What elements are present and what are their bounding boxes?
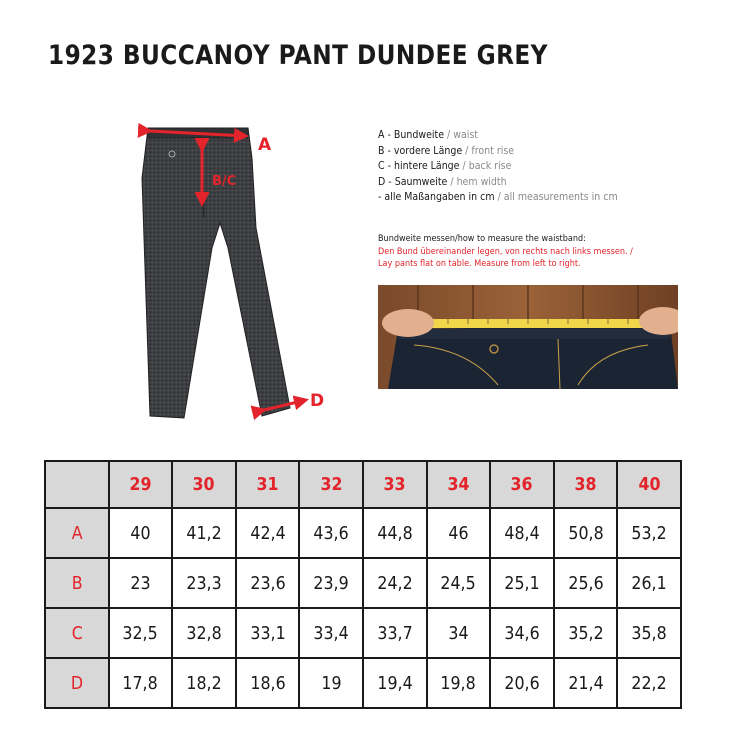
table-cell: 23,9 — [299, 558, 363, 608]
legend-item: A - Bundweite / waist — [378, 129, 479, 141]
size-header-row — [45, 461, 681, 508]
table-cell: 46 — [427, 508, 491, 558]
table-cell: 32,8 — [172, 608, 236, 658]
pants-illustration — [120, 118, 350, 428]
howto-line-de: Den Bund übereinander legen, von rechts nach links messen. / — [378, 246, 633, 257]
table-cell: 23,3 — [172, 558, 236, 608]
measuring-photo — [378, 285, 678, 389]
legend-item: B - vordere Länge / front rise — [378, 144, 515, 157]
table-cell: 42,4 — [236, 508, 300, 558]
table-cell: 17,8 — [109, 658, 173, 708]
legend-item: D - Saumweite / hem width — [378, 175, 507, 188]
table-cell: 24,2 — [363, 558, 427, 608]
howto-heading: Bundweite messen/how to measure the waistband: — [378, 234, 586, 244]
table-cell: 19,8 — [427, 658, 491, 708]
table-cell: 20,6 — [490, 658, 554, 708]
table-cell: 33,1 — [236, 608, 300, 658]
table-cell: 43,6 — [299, 508, 363, 558]
size-header: 30 — [172, 461, 236, 508]
table-cell: 21,4 — [554, 658, 618, 708]
table-row — [45, 658, 681, 708]
table-cell: 53,2 — [617, 508, 681, 558]
table-cell: 19,4 — [363, 658, 427, 708]
table-cell: 18,2 — [172, 658, 236, 708]
label-bc: B/C — [212, 174, 237, 189]
legend-item: - alle Maßangaben in cm / all measurements in cm — [378, 191, 618, 203]
label-d: D — [310, 391, 325, 411]
table-cell: 32,5 — [109, 608, 173, 658]
row-label: C — [45, 608, 109, 658]
size-header: 31 — [236, 461, 300, 508]
table-row — [45, 558, 681, 608]
table-corner — [45, 461, 109, 508]
table-cell: 19 — [299, 658, 363, 708]
size-header: 33 — [363, 461, 427, 508]
howto-text — [378, 233, 633, 271]
table-cell: 25,1 — [490, 558, 554, 608]
table-cell: 50,8 — [554, 508, 618, 558]
size-header: 34 — [427, 461, 491, 508]
size-header: 40 — [617, 461, 681, 508]
measurement-legend — [378, 128, 618, 206]
table-cell: 33,7 — [363, 608, 427, 658]
table-row — [45, 608, 681, 658]
row-label: A — [45, 508, 109, 558]
table-cell: 23 — [109, 558, 173, 608]
size-header: 29 — [109, 461, 173, 508]
table-cell: 35,2 — [554, 608, 618, 658]
pants-shape — [142, 128, 290, 418]
row-label: D — [45, 658, 109, 708]
table-row — [45, 508, 681, 558]
table-cell: 24,5 — [427, 558, 491, 608]
table-cell: 25,6 — [554, 558, 618, 608]
page-title: 1923 BUCCANOY PANT DUNDEE GREY — [48, 40, 548, 71]
size-header: 36 — [490, 461, 554, 508]
table-cell: 44,8 — [363, 508, 427, 558]
table-cell: 34,6 — [490, 608, 554, 658]
label-a: A — [258, 135, 272, 155]
size-chart-table — [44, 460, 682, 709]
table-cell: 48,4 — [490, 508, 554, 558]
table-cell: 23,6 — [236, 558, 300, 608]
size-header: 32 — [299, 461, 363, 508]
row-label: B — [45, 558, 109, 608]
table-cell: 18,6 — [236, 658, 300, 708]
table-cell: 33,4 — [299, 608, 363, 658]
table-cell: 41,2 — [172, 508, 236, 558]
table-cell: 34 — [427, 608, 491, 658]
table-cell: 35,8 — [617, 608, 681, 658]
howto-line-en: Lay pants flat on table. Measure from left to right. — [378, 259, 581, 269]
table-cell: 26,1 — [617, 558, 681, 608]
legend-item: C - hintere Länge / back rise — [378, 160, 512, 172]
table-cell: 40 — [109, 508, 173, 558]
table-cell: 22,2 — [617, 658, 681, 708]
pants-svg — [120, 118, 350, 428]
size-header: 38 — [554, 461, 618, 508]
